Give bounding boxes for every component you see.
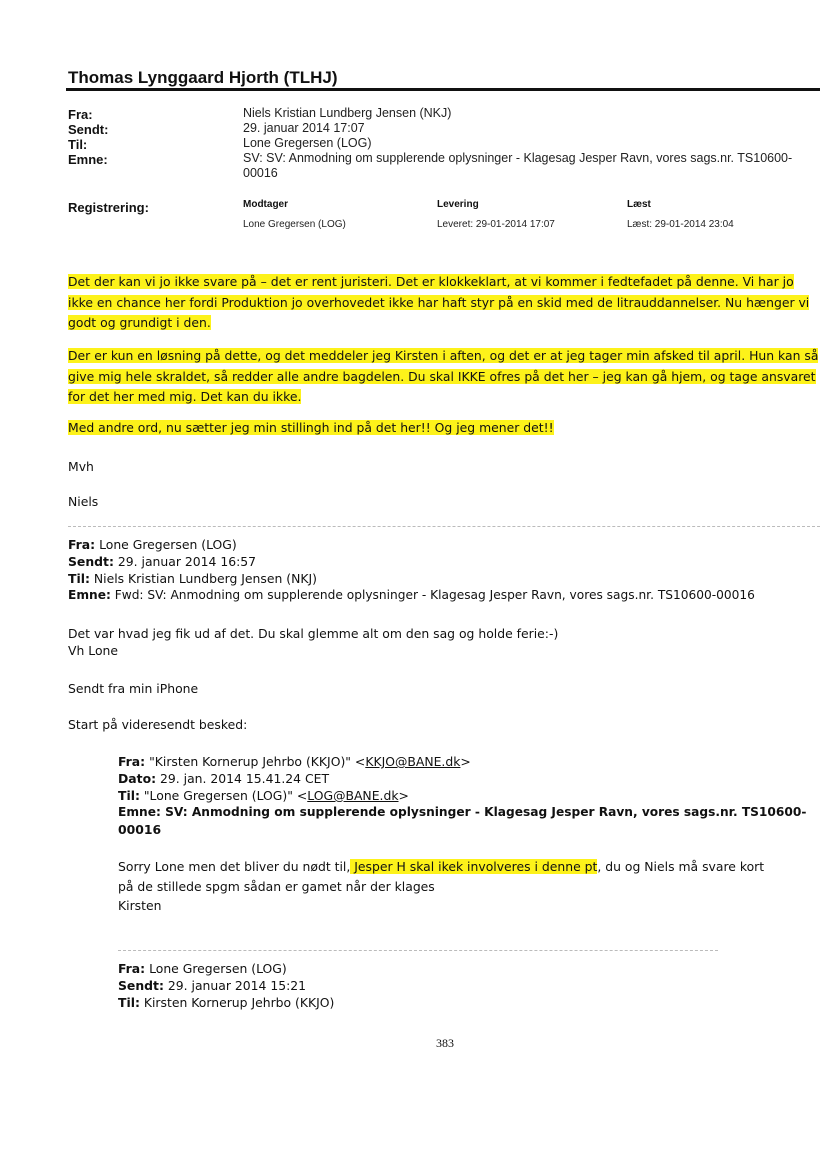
fwd1-sent-label: Sendt: — [68, 554, 114, 569]
fwd2-from-name: "Kirsten Kornerup Jehrbo (KKJO)" < — [149, 754, 366, 769]
fwd2-body-1 — [118, 858, 764, 875]
fwd1-subject-label: Emne: — [68, 588, 111, 602]
fwd3-to-label: Til: — [118, 995, 140, 1010]
subject-label: Emne: — [68, 152, 108, 167]
separator — [118, 950, 718, 951]
fwd2-from-email-link[interactable]: KKJO@BANE.dk — [365, 754, 461, 769]
recipient-value: Lone Gregersen (LOG) — [243, 219, 346, 230]
fwd1-body-3: Sendt fra min iPhone — [68, 681, 199, 696]
fwd1-to-label: Til: — [68, 571, 90, 586]
read-value: Læst: 29-01-2014 23:04 — [627, 219, 734, 230]
fwd1-to-value: Niels Kristian Lundberg Jensen (NKJ) — [93, 571, 317, 586]
highlighted-text: Det der kan vi jo ikke svare på – det er rent juristeri. Det er klokkeklart, at vi kommer i fedtefadet på denne. Vi har jo ikke en chance her fordi Produktion jo overhovedet ikke har haft styr på en skid med de litrauddannelser. Nu hænger vi godt og grundigt i den. — [68, 274, 810, 330]
fwd3-sent-label: Sendt: — [118, 978, 164, 993]
from-label: Fra: — [68, 107, 93, 122]
fwd1-from-label: Fra: — [68, 537, 96, 552]
signature: Niels — [68, 494, 99, 509]
fwd1-from-value: Lone Gregersen (LOG) — [99, 537, 237, 552]
fwd2-from-end: > — [460, 754, 471, 769]
fwd1-body-2: Vh Lone — [68, 643, 119, 658]
fwd2-from-label: Fra: — [118, 754, 146, 769]
fwd2-to-email-link[interactable]: LOG@BANE.dk — [307, 788, 399, 803]
fwd2-from — [118, 753, 471, 770]
subject-value: SV: SV: Anmodning om supplerende oplysninger - Klagesag Jesper Ravn, vores sags.nr. TS10600-00016 — [243, 151, 793, 180]
fwd3-sent-value: 29. januar 2014 15:21 — [167, 978, 307, 993]
separator — [68, 526, 820, 527]
sent-label: Sendt: — [68, 122, 109, 137]
fwd1-sent-value: 29. januar 2014 16:57 — [117, 554, 257, 569]
from-value: Niels Kristian Lundberg Jensen (NKJ) — [243, 106, 452, 120]
fwd1-body-4: Start på videresendt besked: — [68, 717, 248, 732]
highlighted-text: Med andre ord, nu sætter jeg min stillingh ind på det her!! Og jeg mener det!! — [68, 420, 554, 435]
fwd1-sent — [68, 553, 256, 570]
fwd2-body-post: , du og Niels må svare kort — [597, 859, 765, 874]
fwd2-date-value: 29. jan. 2014 15.41.24 CET — [160, 771, 330, 786]
fwd2-body-2: på de stillede spgm sådan er gamet når der klages — [118, 879, 435, 894]
fwd1-subject-value: Fwd: SV: Anmodning om supplerende oplysninger - Klagesag Jesper Ravn, vores sags.nr. TS10600-00016 — [114, 588, 755, 602]
fwd2-subject-label: Emne: — [118, 805, 161, 819]
page-title: Thomas Lynggaard Hjorth (TLHJ) — [68, 68, 338, 87]
fwd3-to-value: Kirsten Kornerup Jehrbo (KKJO) — [143, 995, 335, 1010]
message-paragraph-1 — [68, 272, 820, 334]
fwd2-to — [118, 787, 409, 804]
fwd3-from — [118, 960, 287, 977]
highlighted-text: Jesper H skal ikek involveres i denne pt — [350, 859, 598, 874]
fwd2-date-label: Dato: — [118, 771, 157, 786]
fwd2-subject-line2: 00016 — [118, 822, 162, 837]
fwd1-from — [68, 536, 237, 553]
fwd3-from-label: Fra: — [118, 961, 146, 976]
sent-value: 29. januar 2014 17:07 — [243, 121, 365, 135]
to-label: Til: — [68, 137, 88, 152]
fwd3-to — [118, 994, 334, 1011]
delivery-column-header: Levering — [437, 199, 479, 210]
highlighted-text: Der er kun en løsning på dette, og det meddeler jeg Kirsten i aften, og det er at jeg tager min afsked til april. Hun kan så give mig hele skraldet, så redder alle andre bagdelen. Du skal IKKE ofres på det her – jeg kan gå hjem, og tage ansvaret for det her med mig. Det kan du ikke. — [68, 348, 819, 404]
fwd2-to-name: "Lone Gregersen (LOG)" < — [143, 788, 308, 803]
to-value: Lone Gregersen (LOG) — [243, 136, 372, 150]
message-paragraph-3 — [68, 418, 820, 439]
delivery-value: Leveret: 29-01-2014 17:07 — [437, 219, 555, 230]
fwd2-subject-line1: SV: Anmodning om supplerende oplysninger - Klagesag Jesper Ravn, vores sags.nr. TS10600- — [165, 805, 807, 819]
fwd1-body-1: Det var hvad jeg fik ud af det. Du skal glemme alt om den sag og holde ferie:-) — [68, 626, 559, 641]
fwd1-to — [68, 570, 317, 587]
fwd2-to-label: Til: — [118, 788, 140, 803]
fwd3-from-value: Lone Gregersen (LOG) — [149, 961, 287, 976]
page-number: 383 — [436, 1036, 454, 1050]
fwd2-body-3: Kirsten — [118, 898, 162, 913]
read-column-header: Læst — [627, 199, 651, 210]
fwd2-subject — [118, 804, 806, 821]
fwd2-body-pre: Sorry Lone men det bliver du nødt til, — [118, 859, 351, 874]
fwd1-subject — [68, 587, 755, 604]
title-rule — [66, 88, 820, 91]
registration-label: Registrering: — [68, 200, 149, 215]
fwd2-to-end: > — [398, 788, 409, 803]
message-paragraph-2 — [68, 346, 820, 408]
fwd2-date — [118, 770, 329, 787]
recipient-column-header: Modtager — [243, 199, 288, 210]
fwd3-sent — [118, 977, 306, 994]
closing: Mvh — [68, 459, 94, 474]
